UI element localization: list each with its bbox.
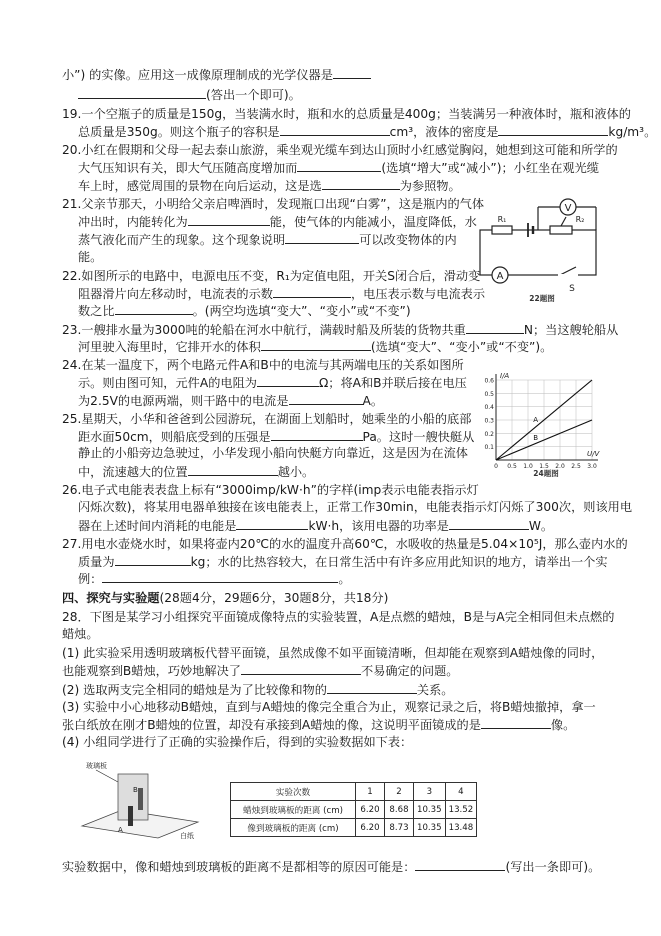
text-line: 张白纸放在刚才B蜡烛的位置，却没有承接到A蜡烛的像，这说明平面镜成的是 像。 xyxy=(62,718,576,732)
iv-graph xyxy=(478,370,604,478)
r2-label: R₂ xyxy=(575,215,585,224)
y-tick-label: 0.4 xyxy=(484,404,494,412)
figure-caption: 24题图 xyxy=(533,469,559,478)
x-tick-label: 2.5 xyxy=(571,463,581,470)
text-line: 蜡烛。 xyxy=(62,627,99,641)
candle-a-label: A xyxy=(118,826,123,834)
text-line: (2) 选取两支完全相同的蜡烛是为了比较像和物的 关系。 xyxy=(62,683,454,697)
text-line: 质量为 kg；水的比热容较大，在日常生活中有许多应用此知识的地方，请举出一个实 xyxy=(78,555,608,569)
mirror-apparatus xyxy=(78,760,208,840)
text-line: (1) 此实验采用透明玻璃板代替平面镜，虽然成像不如平面镜清晰，但却能在观察到A蜡烛像的同时， xyxy=(62,646,604,660)
text-line: 为2.5V的电源两端，则干路中的电流是 A。 xyxy=(78,394,384,408)
x-tick-label: 3.0 xyxy=(587,463,597,470)
switch-symbol xyxy=(560,267,576,275)
series-label-b: B xyxy=(533,434,539,442)
table-row: 蜡烛到玻璃板的距离 (cm) 6.20 8.68 10.35 13.52 xyxy=(231,801,477,819)
question-24: 24.在某一温度下，两个电路元件A和B中的电流与其两端电压的关系如图所 xyxy=(62,358,464,372)
text-line: 距水面50cm，则船底受到的压强是 Pa。这时一艘快艇从 xyxy=(78,430,475,444)
y-tick-label: 0.3 xyxy=(484,417,494,425)
x-axis-label: U/V xyxy=(587,450,600,458)
text-line: 器在上述时间内消耗的电能是 kW·h，该用电器的功率是 W。 xyxy=(78,519,554,533)
voltmeter-label: V xyxy=(564,203,572,214)
r1-label: R₁ xyxy=(497,215,507,224)
question-19: 19.一个空瓶子的质量是150g，当装满水时，瓶和水的总质量是400g；当装满另一种液体时，瓶和液体的 xyxy=(62,107,631,121)
text-line: 静止的小船旁边急驶过，小华发现小船向快艇方向靠近，这是因为在流体 xyxy=(78,446,468,460)
table-header: 实验次数 1 2 3 4 xyxy=(231,783,477,801)
x-tick-label: 2.0 xyxy=(555,463,565,470)
y-tick-label: 0.5 xyxy=(484,390,494,398)
candle-b xyxy=(138,788,143,810)
figure-caption: 22题图 xyxy=(529,294,555,303)
ammeter-label: A xyxy=(496,271,504,282)
text-line: (答出一个即可)。 xyxy=(78,86,618,104)
text-line: 冲出时，内能转化为 能，使气体的内能减小，温度降低，水 xyxy=(78,215,477,229)
white-paper-label: 白纸 xyxy=(180,832,194,840)
y-tick-label: 0.1 xyxy=(484,444,494,452)
question-20: 20.小红在假期和父母一起去泰山旅游，乘坐观光缆车到达山顶时小红感觉胸闷，她想到这可能和所学的 xyxy=(62,143,618,157)
question-28: 28．下图是某学习小组探究平面镜成像特点的实验装置，A是点燃的蜡烛，B是与A完全相同但未点燃的 xyxy=(62,610,615,624)
text-line: 也能观察到B蜡烛，巧妙地解决了 不易确定的问题。 xyxy=(62,664,459,678)
question-23: 23.一艘排水量为3000吨的轮船在河水中航行，满载时船及所装的货物共重 N；当这艘轮船从 xyxy=(62,323,619,337)
section-heading: 四、探究与实验题(28题4分，29题6分，30题8分，共18分) xyxy=(62,591,389,605)
question-26: 26.电子式电能表表盘上标有“3000imp/kW·h”的字样(imp表示电能表指示灯 xyxy=(62,483,479,497)
text-line: 实验数据中，像和蜡烛到玻璃板的距离不是都相等的原因可能是： (写出一条即可)。 xyxy=(62,860,601,874)
candle-b-label: B xyxy=(133,786,138,794)
text-line: 阻器滑片向左移动时，电流表的示数 ，电压表示数与电流表示 xyxy=(78,287,486,301)
x-tick-label: 1.5 xyxy=(539,463,549,470)
text-line: (3) 实验中小心地移动B蜡烛，直到与A蜡烛的像完全重合为止，观察记录之后，将B蜡烛撤掉，拿一 xyxy=(62,700,596,714)
question-25: 25.星期天，小华和爸爸到公园游玩，在湖面上划船时，她乘坐的小船的底部 xyxy=(62,412,472,426)
text-line: 闪烁次数)，将某用电器单独接在该电能表上，正常工作30min，电能表指示灯闪烁了300次，则该用电 xyxy=(78,500,633,514)
y-tick-label: 0.6 xyxy=(484,377,494,385)
switch-label: S xyxy=(569,284,575,294)
text-line: 数之比 。(两空均选填“变大”、“变小”或“不变”) xyxy=(78,304,411,318)
question-22: 22.如图所示的电路中，电源电压不变，R₁为定值电阻，开关S闭合后，滑动变 xyxy=(62,269,481,283)
circuit-diagram xyxy=(472,195,604,303)
y-axis-label: I/A xyxy=(500,372,510,380)
resistor-r1 xyxy=(492,226,512,234)
y-tick-label: 0.2 xyxy=(484,430,494,438)
text-line: 小”) 的实像。应用这一成像原理制成的光学仪器是 xyxy=(62,66,602,84)
text-line: 中，流速越大的位置 越小。 xyxy=(78,465,315,479)
x-tick-label: 0 xyxy=(494,463,498,470)
x-tick-label: 1.0 xyxy=(523,463,533,470)
table-row: 像到玻璃板的距离 (cm) 6.20 8.73 10.35 13.48 xyxy=(231,819,477,837)
question-21: 21.父亲节那天，小明给父亲启啤酒时，发现瓶口出现“白雾”，这是瓶内的气体 xyxy=(62,197,485,211)
text-line: 总质量是350g。则这个瓶子的容积是 cm³，液体的密度是 kg/m³。 xyxy=(78,125,657,139)
candle-a xyxy=(128,806,133,826)
question-27: 27.用电水壶烧水时，如果将壶内20℃的水的温度升高60℃，水吸收的热量是5.04×10⁵J，那么壶内水的 xyxy=(62,537,628,551)
text-line: 大气压知识有关，即大气压随高度增加而 (选填“增大”或“减小”)；小红坐在观光缆 xyxy=(78,161,599,175)
text-line: 蒸气液化而产生的现象。这个现象说明 可以改变物体的内 xyxy=(78,233,457,247)
text-line: 车上时，感觉周围的景物在向后运动，这是选 为参照物。 xyxy=(78,179,461,193)
text-line: 示。则由图可知，元件A的电阻为 Ω；将A和B并联后接在电压 xyxy=(78,376,467,390)
series-label-a: A xyxy=(533,416,538,424)
text-line: 河里驶入海里时，它排开水的体积 (选填“变大”、“变小”或“不变”)。 xyxy=(78,340,553,354)
glass-board-label: 玻璃板 xyxy=(86,762,107,770)
text-line: 能。 xyxy=(78,250,103,264)
x-tick-label: 0.5 xyxy=(507,463,517,470)
rheostat-r2 xyxy=(550,226,572,234)
text-line: 例： 。 xyxy=(78,572,351,586)
data-table xyxy=(230,782,477,837)
text-line: (4) 小组同学进行了正确的实验操作后，得到的实验数据如下表： xyxy=(62,735,413,749)
